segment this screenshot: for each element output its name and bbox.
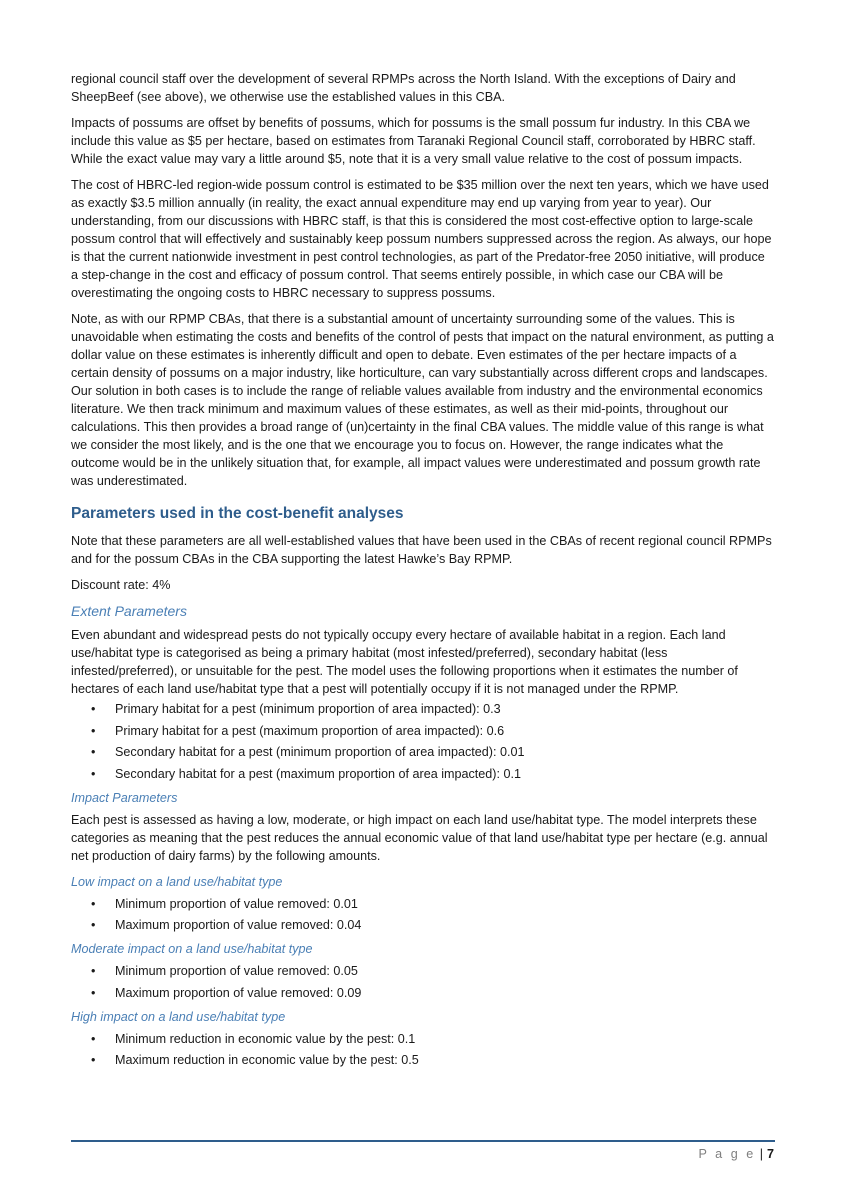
- list-item: • Maximum reduction in economic value by the pest: 0.5: [91, 1053, 419, 1067]
- extent-bullet-list: [71, 700, 775, 783]
- subheading-moderate-impact: Moderate impact on a land use/habitat type: [71, 942, 313, 956]
- paragraph-control-cost: The cost of HBRC-led region-wide possum control is estimated to be $35 million over the next ten years, which we have used as exactly $3.5 million annually (in reality, the exact annual expenditure may end up varying from year to year). Our understanding, from our discussions with HBRC staff, is that this is considered the most cost-effective option to large-scale possum control that will effectively and sustainably keep possum numbers suppressed across the region. As always, our hope is that the current nationwide investment in pest control technologies, as part of the Predator-free 2050 initiative, will produce a step-change in the cost and efficacy of possum control. That seems entirely possible, in which case our CBA will be overestimating the ongoing costs to HBRC necessary to suppress possums.: [71, 178, 772, 300]
- paragraph-parameters-intro: Note that these parameters are all well-established values that have been used in the CBAs of recent regional council RPMPs and for the possum CBAs in the CBA supporting the latest Hawke’s Bay RPMP.: [71, 534, 772, 566]
- low-impact-bullet-list: [71, 895, 775, 935]
- footer-divider: [71, 1140, 775, 1142]
- page-label: P a g e: [698, 1147, 756, 1161]
- paragraph-impact: Each pest is assessed as having a low, moderate, or high impact on each land use/habitat type. The model interprets these categories as meaning that the pest reduces the annual economic value of that land use/habitat type per hectare (e.g. annual net production of dairy farms) by the following amounts.: [71, 812, 768, 863]
- high-impact-bullet-list: [71, 1030, 775, 1070]
- subheading-extent-parameters: Extent Parameters: [71, 603, 187, 619]
- bullet-icon: •: [91, 702, 96, 716]
- bullet-icon: •: [91, 918, 96, 932]
- list-item: • Maximum proportion of value removed: 0.09: [91, 985, 362, 1000]
- bullet-icon: •: [91, 1031, 96, 1046]
- list-item: • Secondary habitat for a pest (minimum proportion of area impacted): 0.01: [91, 745, 525, 759]
- bullet-icon: •: [91, 964, 96, 978]
- bullet-icon: •: [91, 745, 96, 759]
- subheading-low-impact: Low impact on a land use/habitat type: [71, 874, 283, 889]
- page-footer: [699, 1147, 774, 1161]
- document-page: [71, 70, 775, 1073]
- discount-rate: Discount rate: 4%: [71, 578, 171, 592]
- paragraph-council-values: regional council staff over the development of several RPMPs across the North Island. With the exceptions of Dairy and SheepBeef (see above), we otherwise use the established values in this CBA.: [71, 72, 736, 104]
- list-item: • Primary habitat for a pest (maximum proportion of area impacted): 0.6: [91, 723, 505, 738]
- list-item: • Minimum proportion of value removed: 0.05: [91, 964, 358, 978]
- bullet-icon: •: [91, 766, 96, 781]
- paragraph-extent: Even abundant and widespread pests do not typically occupy every hectare of available habitat in a region. Each land use/habitat type is categorised as being a primary habitat (most infested/preferred), secondary habitat (less infested/preferred), or unsuitable for the pest. The model uses the following proportions when it estimates the number of hectares of each land use/habitat type that a pest will potentially occupy if it is not managed under the RPMP.: [71, 628, 738, 696]
- bullet-icon: •: [91, 985, 96, 1000]
- subheading-high-impact: High impact on a land use/habitat type: [71, 1009, 286, 1024]
- paragraph-uncertainty: Note, as with our RPMP CBAs, that there is a substantial amount of uncertainty surrounding some of the values. This is unavoidable when estimating the costs and benefits of the control of pests that impact on the natural environment, as putting a dollar value on these estimates is inherently difficult and open to debate. Even estimates of the per hectare impacts of a certain density of possums on a major industry, like horticulture, can vary substantially across different crops and landscapes. Our solution in both cases is to include the range of reliable values available from industry and the environmental economics literature. We then track minimum and maximum values of these estimates, as well as their mid-points, throughout our calculations. This then provides a broad range of (un)certainty in the final CBA values. The middle value of this range is what we consider the most likely, and is the one that we encourage you to focus on. However, the range indicates what the outcome would be in the unlikely situation that, for example, all impact values were underestimated and possum growth rate was underestimated.: [71, 312, 774, 488]
- footer-separator: |: [759, 1147, 763, 1161]
- list-item: • Primary habitat for a pest (minimum proportion of area impacted): 0.3: [91, 702, 501, 716]
- moderate-impact-bullet-list: [71, 962, 775, 1002]
- section-heading-parameters: Parameters used in the cost-benefit analyses: [71, 505, 404, 522]
- paragraph-possum-benefits: Impacts of possums are offset by benefits of possums, which for possums is the small possum fur industry. In this CBA we include this value as $5 per hectare, based on estimates from Taranaki Regional Council staff, corroborated by HBRC staff. While the exact value may vary a little around $5, note that it is a very small value relative to the cost of possum impacts.: [71, 116, 756, 166]
- list-item: • Maximum proportion of value removed: 0.04: [91, 918, 362, 932]
- subheading-impact-parameters: Impact Parameters: [71, 790, 178, 805]
- list-item: • Minimum proportion of value removed: 0.01: [91, 896, 358, 911]
- bullet-icon: •: [91, 723, 96, 738]
- page-number: 7: [766, 1147, 774, 1161]
- bullet-icon: •: [91, 896, 96, 911]
- list-item: • Minimum reduction in economic value by the pest: 0.1: [91, 1031, 416, 1046]
- list-item: • Secondary habitat for a pest (maximum proportion of area impacted): 0.1: [91, 766, 522, 781]
- bullet-icon: •: [91, 1053, 96, 1067]
